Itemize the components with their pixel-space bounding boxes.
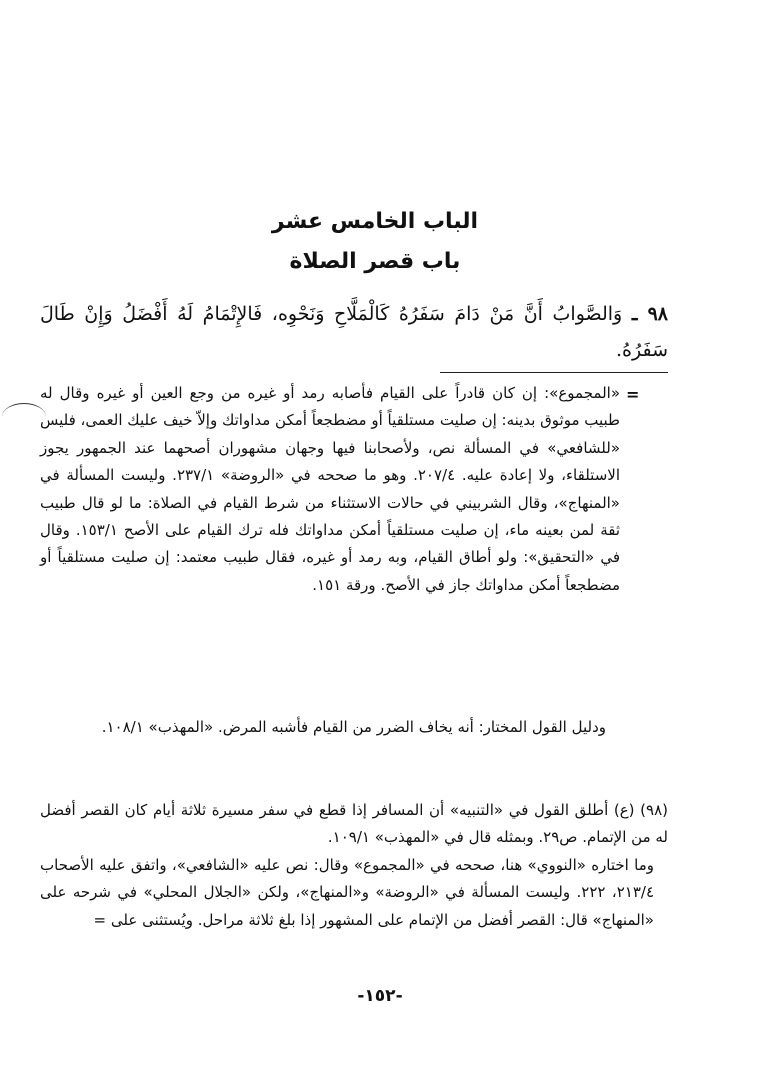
chapter-title: باب قصر الصلاة [289, 249, 461, 274]
page-number: -١٥٢- [357, 986, 403, 1006]
main-text-paragraph [40, 296, 668, 368]
footnote-paragraph-1: «المجموع»: إن كان قادراً على القيام فأصابه رمد أو غيره من وجع العين أو غيره وقال له طبيب موثوق بدينه: إن صليت مستلقياً أو مضطجعاً أمكن مداواتك وإلاّ خيف عليك العمى، فليس «للشافعي» في المسألة نص، ولأصحابنا فيها وجهان مشهوران أصحهما عند الجمهور يجوز الاستلقاء، ولا إعادة عليه. ٢٠٧/٤. وهو ما صححه في «الروضة» ٢٣٧/١. وليست المسألة في «المنهاج»، وقال الشربيني في حالات الاستثناء من شرط القيام في الصلاة: ما لو قال طبيب ثقة لمن بعينه ماء، إن صليت مستلقياً أمكن مداواتك فله ترك القيام على الأصح ١٥٣/١. وقال في «التحقيق»: ولو أطاق القيام، وبه رمد أو غيره، فقال طبيب معتمد: إن صليت مستلقياً أو مضطجعاً أمكن مداواتك جاز في الأصح. ورقة ١٥١. [39, 384, 621, 594]
footnote-separator-rule [440, 372, 668, 373]
paragraph-body: وَالصَّوابُ أَنَّ مَنْ دَامَ سَفَرُهُ كَالْمَلَّاحِ وَنَحْوِه، فَالإِتْمَامُ لَهُ أَفْضَلُ وَإِنْ طَالَ سَفَرُهُ. [40, 303, 668, 361]
paragraph-number: ٩٨ ـ [631, 303, 668, 325]
footnote-paragraph-3: (٩٨) (ع) أطلق القول في «التنبيه» أن المسافر إذا قطع في سفر مسيرة ثلاثة أيام كان القصر أفضل له من الإتمام. ص٢٩. وبمثله قال في «المهذب» ١٠٩/١. [40, 801, 668, 847]
footnote-continuation-marker: = [626, 385, 640, 404]
chapter-number-title: الباب الخامس عشر [271, 209, 479, 234]
footnote-paragraph-4: وما اختاره «النووي» هنا، صححه في «المجموع» وقال: نص عليه «الشافعي»، واتفق عليه الأصحاب ٢١٣/٤، ٢٢٢. وليست المسألة في «الروضة» و«المنهاج»، ولكن «الجلال المحلي» في شرحه على «المنهاج» قال: القصر أفضل من الإتمام على المشهور إذا بلغ ثلاثة مراحل. ويُستثنى على = [40, 856, 655, 929]
footnote-paragraph-2: ودليل القول المختار: أنه يخاف الضرر من القيام فأشبه المرض. «المهذب» ١٠٨/١. [101, 718, 606, 736]
